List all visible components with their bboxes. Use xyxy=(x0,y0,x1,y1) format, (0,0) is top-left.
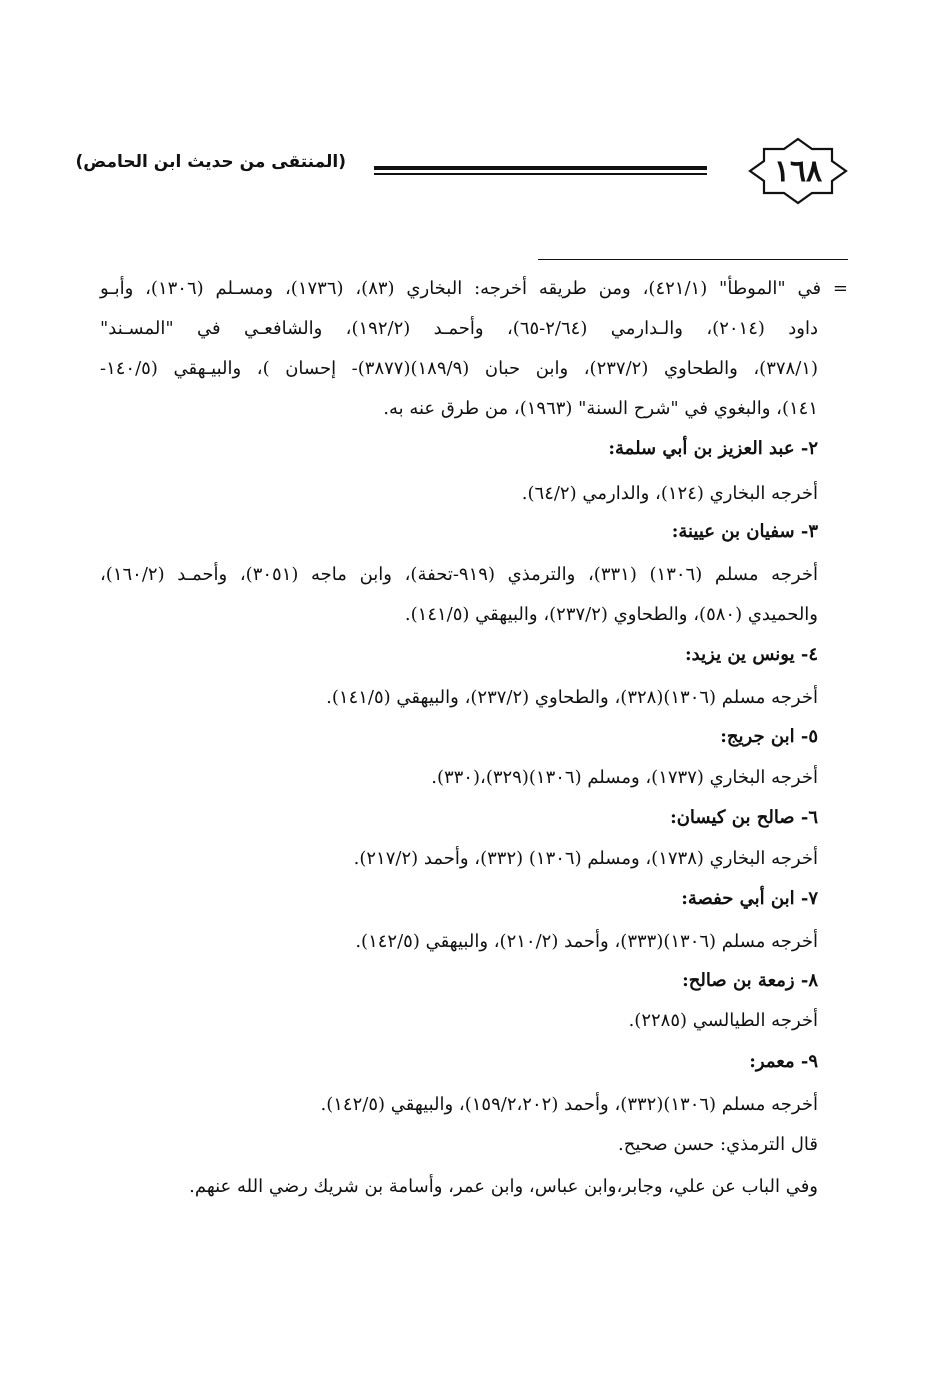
text-line: وفي الباب عن علي، وجابر،وابن عباس، وابن عمر، وأسامة بن شريك رضي الله عنهم. xyxy=(189,1176,818,1197)
section-heading: ٨- زمعة بن صالح: xyxy=(682,970,818,991)
text-line: أخرجه البخاري (١٢٤)، والدارمي (٦٤/٢). xyxy=(521,483,818,504)
footnote-separator xyxy=(538,259,848,260)
text-line: أخرجه مسلم (١٣٠٦)(٣٣٣)، وأحمد (٢١٠/٢)، والبيهقي (١٤٢/٥). xyxy=(355,931,818,952)
text-line: أخرجه البخاري (١٧٣٨)، ومسلم (١٣٠٦) (٣٣٢)، وأحمد (٢١٧/٢). xyxy=(353,848,818,869)
text-line: أخرجه البخاري (١٧٣٧)، ومسلم (١٣٠٦)(٣٢٩)،(٣٣٠). xyxy=(431,767,818,788)
header-rule xyxy=(374,166,707,175)
book-title: (المنتقى من حديث ابن الحامض) xyxy=(75,152,346,172)
text-line: = في "الموطأ" (٤٢١/١)، ومن طريقه أخرجه: البخاري (٨٣)، (١٧٣٦)، ومسـلم (١٣٠٦)، وأبـو xyxy=(100,278,849,299)
text-line: أخرجه مسلم (١٣٠٦)(٣٢٨)، والطحاوي (٢٣٧/٢)، والبيهقي (١٤١/٥). xyxy=(326,687,818,708)
section-heading: ٥- ابن جريج: xyxy=(720,726,818,747)
text-line: ١٤١)، والبغوي في "شرح السنة" (١٩٦٣)، من طرق عنه به. xyxy=(383,398,818,419)
text-line: والحميدي (٥٨٠)، والطحاوي (٢٣٧/٢)، والبيهقي (١٤١/٥). xyxy=(404,604,818,625)
text-line: أخرجه مسلم (١٣٠٦)(٣٣٢)، وأحمد (١٥٩/٢،٢٠٢)، والبيهقي (١٤٢/٥). xyxy=(320,1094,818,1115)
section-heading: ٢- عبد العزيز بن أبي سلمة: xyxy=(608,438,818,459)
text-line: (٣٧٨/١)، والطحاوي (٢٣٧/٢)، وابن حبان (١٨٩/٩)(٣٨٧٧)- إحسان )، والبيـهقي (١٤٠/٥- xyxy=(100,358,818,379)
section-heading: ٤- يونس ين يزيد: xyxy=(685,644,818,665)
section-heading: ٦- صالح بن كيسان: xyxy=(670,807,818,828)
section-heading: ٧- ابن أبي حفصة: xyxy=(681,888,818,909)
text-line: أخرجه مسلم (١٣٠٦) (٣٣١)، والترمذي (٩١٩-تحفة)، وابن ماجه (٣٠٥١)، وأحمـد (١٦٠/٢)، xyxy=(100,564,818,585)
text-line: أخرجه الطيالسي (٢٢٨٥). xyxy=(628,1010,818,1031)
text-line: داود (٢٠١٤)، والـدارمي (٢/٦٤-٦٥)، وأحمـد (١٩٢/٢)، والشافعـي في "المسـند" xyxy=(100,318,818,339)
text-line: قال الترمذي: حسن صحيح. xyxy=(618,1134,818,1155)
section-heading: ٣- سفيان بن عيينة: xyxy=(671,521,818,542)
section-heading: ٩- معمر: xyxy=(749,1051,818,1072)
page-number-badge xyxy=(748,137,848,205)
page-number: ١٦٨ xyxy=(773,153,823,189)
